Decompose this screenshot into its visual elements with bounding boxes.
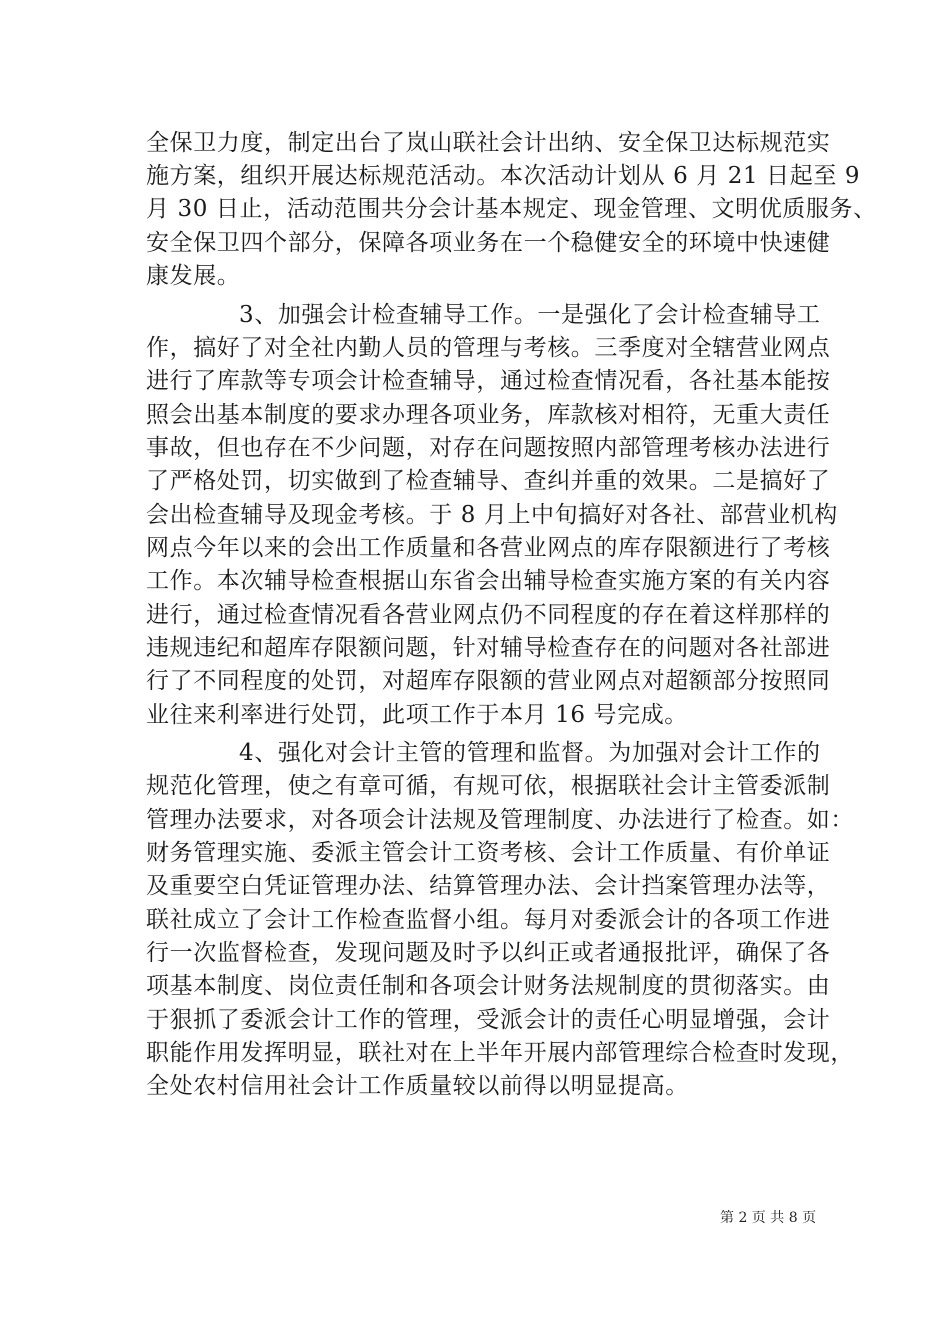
text-line: 全保卫力度，制定出台了岚山联社会计出纳、安全保卫达标规范实 bbox=[146, 130, 831, 156]
text-line: 管理办法要求，对各项会计法规及管理制度、办法进行了检查。如： bbox=[146, 807, 854, 833]
text-line: 工作。本次辅导检查根据山东省会出辅导检查实施方案的有关内容 bbox=[146, 568, 831, 594]
text-line: 财务管理实施、委派主管会计工资考核、会计工作质量、有价单证 bbox=[146, 840, 831, 866]
text-line: 事故，但也存在不少问题，对存在问题按照内部管理考核办法进行 bbox=[146, 435, 831, 461]
text-line: 项基本制度、岗位责任制和各项会计财务法规制度的贯彻落实。由 bbox=[146, 973, 831, 999]
text-line: 进行，通过检查情况看各营业网点仍不同程度的存在着这样那样的 bbox=[146, 602, 831, 628]
text-line: 作，搞好了对全社内勤人员的管理与考核。三季度对全辖营业网点 bbox=[146, 335, 831, 361]
text-line: 照会出基本制度的要求办理各项业务，库款核对相符，无重大责任 bbox=[146, 402, 831, 428]
text-line: 月 30 日止，活动范围共分会计基本规定、现金管理、文明优质服务、 bbox=[146, 196, 877, 222]
text-line: 全处农村信用社会计工作质量较以前得以明显提高。 bbox=[146, 1073, 689, 1099]
text-line: 康发展。 bbox=[146, 263, 241, 289]
text-line: 会出检查辅导及现金考核。于 8 月上中旬搞好对各社、部营业机构 bbox=[146, 502, 838, 528]
text-line: 了严格处罚，切实做到了检查辅导、查纠并重的效果。二是搞好了 bbox=[146, 468, 831, 494]
text-line: 施方案，组织开展达标规范活动。本次活动计划从 6 月 21 日起至 9 bbox=[146, 163, 861, 189]
paragraph-4-heading-line: 4、强化对会计主管的管理和监督。为加强对会计工作的 bbox=[239, 740, 821, 766]
page-number: 第 2 页 共 8 页 bbox=[720, 1210, 817, 1226]
text-line: 职能作用发挥明显，联社对在上半年开展内部管理综合检查时发现， bbox=[146, 1040, 854, 1066]
text-line: 规范化管理，使之有章可循，有规可依，根据联社会计主管委派制 bbox=[146, 773, 831, 799]
text-line: 及重要空白凭证管理办法、结算管理办法、会计挡案管理办法等， bbox=[146, 873, 831, 899]
text-line: 于狠抓了委派会计工作的管理，受派会计的责任心明显增强，会计 bbox=[146, 1007, 831, 1033]
text-line: 网点今年以来的会出工作质量和各营业网点的库存限额进行了考核 bbox=[146, 535, 831, 561]
paragraph-3-heading-line: 3、加强会计检查辅导工作。一是强化了会计检查辅导工 bbox=[239, 302, 821, 328]
text-line: 安全保卫四个部分，保障各项业务在一个稳健安全的环境中快速健 bbox=[146, 230, 831, 256]
text-line: 违规违纪和超库存限额问题，针对辅导检查存在的问题对各社部进 bbox=[146, 635, 831, 661]
text-line: 业往来利率进行处罚，此项工作于本月 16 号完成。 bbox=[146, 702, 688, 728]
text-line: 行一次监督检查，发现问题及时予以纠正或者通报批评，确保了各 bbox=[146, 940, 831, 966]
text-line: 进行了库款等专项会计检查辅导，通过检查情况看，各社基本能按 bbox=[146, 368, 831, 394]
text-line: 行了不同程度的处罚，对超库存限额的营业网点对超额部分按照同 bbox=[146, 668, 831, 694]
text-line: 联社成立了会计工作检查监督小组。每月对委派会计的各项工作进 bbox=[146, 907, 831, 933]
